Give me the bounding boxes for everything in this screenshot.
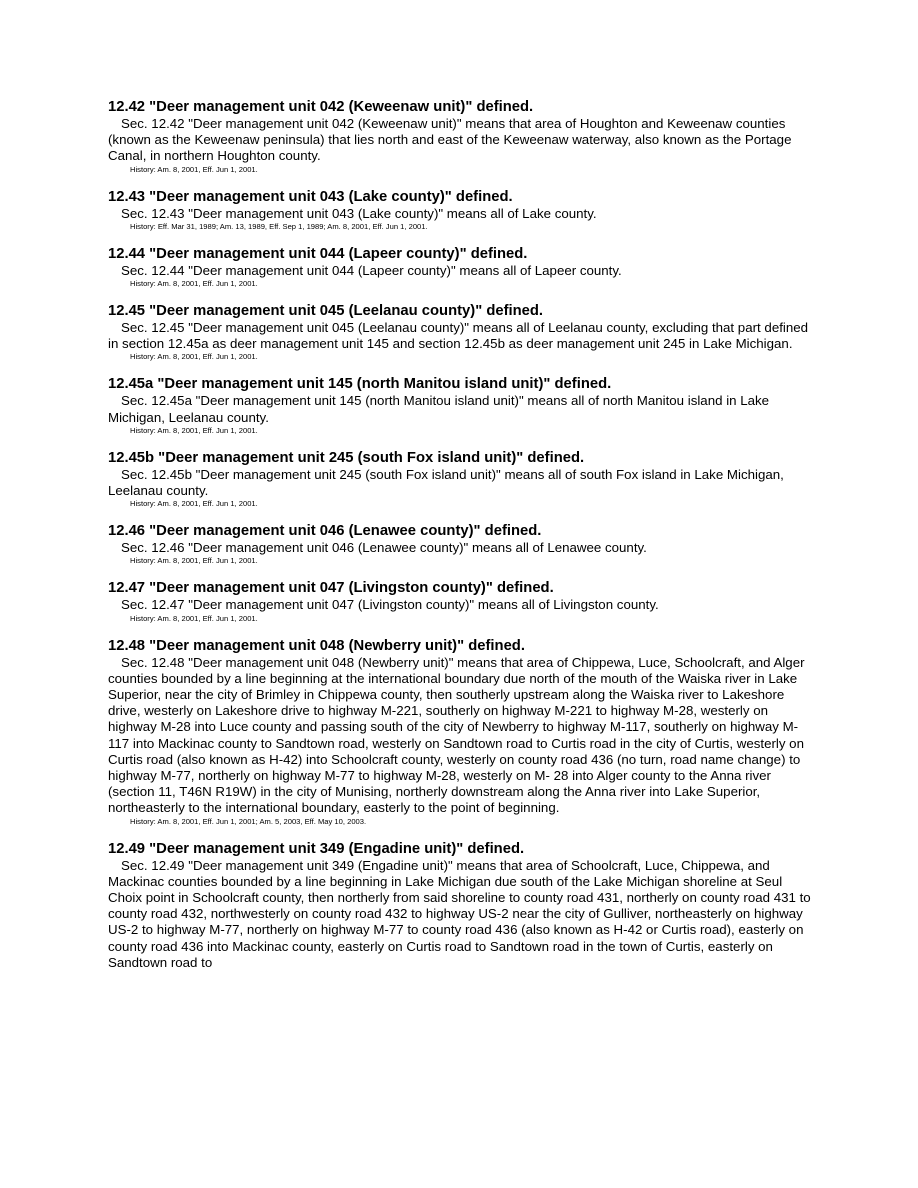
section-heading: 12.44 "Deer management unit 044 (Lapeer county)" defined. (108, 245, 528, 262)
history-note: History: Eff. Mar 31, 1989; Am. 13, 1989, Eff. Sep 1, 1989; Am. 8, 2001, Eff. Jun 1, 2001. (130, 221, 428, 231)
section-12-49 (108, 841, 813, 971)
document-body (108, 99, 813, 985)
history-note: History: Am. 8, 2001, Eff. Jun 1, 2001. (130, 499, 258, 509)
section-12-48 (108, 638, 813, 827)
section-heading: 12.47 "Deer management unit 047 (Livingston county)" defined. (108, 580, 554, 597)
section-12-46 (108, 523, 813, 566)
section-12-45b (108, 450, 813, 509)
section-text: Sec. 12.49 "Deer management unit 349 (Engadine unit)" means that area of Schoolcraft, Luce, Chippewa, and Mackinac counties bounded by a line beginning in Lake Michigan due south of the Lake Michigan shoreline at Seul Choix point in Schoolcraft county, then northerly from said shoreline to county road 431, northerly on county road 431 to county road 432, northwesterly on county road 432 to highway US-2 near the city of Gulliver, northeasterly on highway US-2 to highway M-77, northerly on highway M-77 to county road 436 (also known as H-42 or Curtis road), easterly on county road 436 into Mackinac county, easterly on Curtis road to Sandtown road in the town of Curtis, easterly on Sandtown road to (108, 857, 811, 970)
section-12-44 (108, 246, 813, 289)
section-text: Sec. 12.45a "Deer management unit 145 (north Manitou island unit)" means all of north Manitou island in Lake Michigan, Leelanau county. (108, 393, 770, 425)
section-heading: 12.45a "Deer management unit 145 (north Manitou island unit)" defined. (108, 376, 612, 393)
section-heading: 12.48 "Deer management unit 048 (Newberry unit)" defined. (108, 637, 525, 654)
section-12-43 (108, 189, 813, 232)
section-heading: 12.45b "Deer management unit 245 (south Fox island unit)" defined. (108, 449, 585, 466)
section-text: Sec. 12.46 "Deer management unit 046 (Lenawee county)" means all of Lenawee county. (121, 540, 647, 556)
history-note: History: Am. 8, 2001, Eff. Jun 1, 2001. (130, 613, 258, 623)
history-note: History: Am. 8, 2001, Eff. Jun 1, 2001. (130, 556, 258, 566)
section-text: Sec. 12.47 "Deer management unit 047 (Livingston county)" means all of Livingston county. (121, 597, 659, 613)
section-heading: 12.46 "Deer management unit 046 (Lenawee county)" defined. (108, 523, 542, 540)
history-note: History: Am. 8, 2001, Eff. Jun 1, 2001; Am. 5, 2003, Eff. May 10, 2003. (130, 816, 367, 826)
history-note: History: Am. 8, 2001, Eff. Jun 1, 2001. (130, 279, 258, 289)
section-heading: 12.45 "Deer management unit 045 (Leelanau county)" defined. (108, 303, 544, 320)
section-12-42 (108, 99, 813, 175)
history-note: History: Am. 8, 2001, Eff. Jun 1, 2001. (130, 352, 258, 362)
section-12-45 (108, 303, 813, 362)
history-note: History: Am. 8, 2001, Eff. Jun 1, 2001. (130, 164, 258, 174)
section-text: Sec. 12.45b "Deer management unit 245 (south Fox island unit)" means all of south Fox island in Lake Michigan, Leelanau county. (108, 466, 784, 499)
section-12-45a (108, 376, 813, 435)
history-note: History: Am. 8, 2001, Eff. Jun 1, 2001. (130, 425, 258, 435)
section-heading: 12.49 "Deer management unit 349 (Engadine unit)" defined. (108, 840, 525, 857)
section-12-47 (108, 580, 813, 623)
section-text: Sec. 12.44 "Deer management unit 044 (Lapeer county)" means all of Lapeer county. (121, 262, 622, 278)
section-heading: 12.43 "Deer management unit 043 (Lake county)" defined. (108, 188, 513, 205)
section-text: Sec. 12.43 "Deer management unit 043 (Lake county)" means all of Lake county. (121, 205, 597, 221)
section-text: Sec. 12.48 "Deer management unit 048 (Newberry unit)" means that area of Chippewa, Luce, Schoolcraft, and Alger counties bounded by a line beginning at the international boundary due north of the mouth of the Waiska river in Lake Superior, near the city of Brimley in Chippewa county, then southerly upstream along the Waiska river to Lakeshore drive, westerly on Lakeshore drive to highway M-221, southerly on highway M-221 to highway M-28, westerly on highway M-28 into Luce county and passing south of the city of Newberry to highway M-117, southerly on highway M-117 into Mackinac county to Sandtown road, westerly on Sandtown road to Curtis road in the city of Curtis, westerly on Curtis road (also known as H-42) into Schoolcraft county, westerly on county road 436 (no turn, road name change) to highway M-77, northerly on highway M-77 to highway M-28, westerly on M- 28 into Alger county to the Anna river (section 11, T46N R19W) in the city of Munising, northerly downstream along the Anna river into Lake Superior, northeasterly to the international boundary, easterly to the point of beginning. (108, 654, 805, 816)
section-text: Sec. 12.42 "Deer management unit 042 (Keweenaw unit)" means that area of Houghton and Keweenaw counties (known as the Keweenaw peninsula) that lies north and east of the Keweenaw waterway, also known as the Portage Canal, in northern Houghton county. (108, 116, 792, 164)
section-heading: 12.42 "Deer management unit 042 (Keweenaw unit)" defined. (108, 99, 534, 115)
section-text: Sec. 12.45 "Deer management unit 045 (Leelanau county)" means all of Leelanau county, excluding that part defined in section 12.45a as deer management unit 145 and section 12.45b as deer management unit 245 in Lake Michigan. (108, 320, 809, 352)
